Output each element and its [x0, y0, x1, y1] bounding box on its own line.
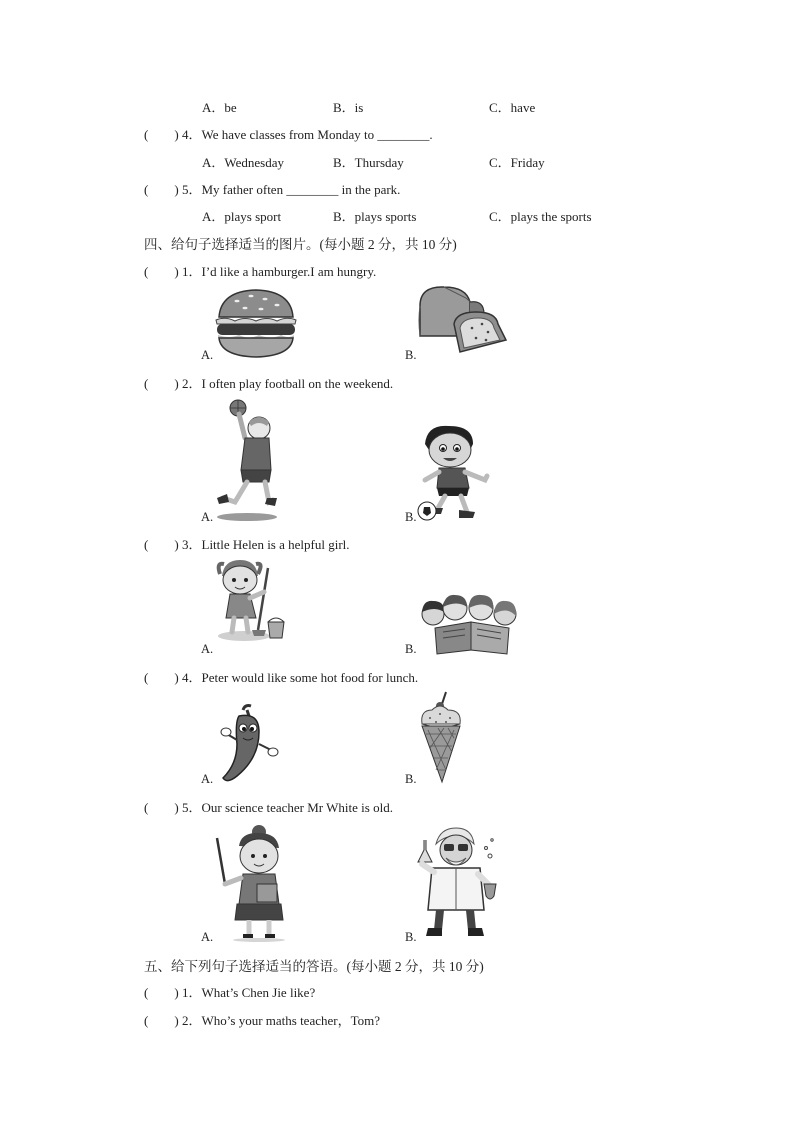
q5-option-b: B．plays sports — [333, 209, 417, 224]
woman-teacher-image[interactable] — [213, 824, 295, 942]
question-text: 4．Peter would like some hot food for lunch. — [182, 670, 419, 685]
question-text: 3．Little Helen is a helpful girl. — [182, 537, 350, 552]
option-a-label[interactable]: A. — [201, 510, 214, 524]
option-b-label[interactable]: B. — [405, 772, 417, 786]
option-a-label[interactable]: A. — [201, 772, 214, 786]
answer-paren[interactable]: ( ) — [144, 800, 179, 815]
q3-option-a: A．be — [202, 100, 237, 115]
option-a-label[interactable]: A. — [201, 930, 214, 944]
answer-paren[interactable]: ( ) — [144, 537, 179, 552]
question-text: 1．What’s Chen Jie like? — [182, 985, 316, 1000]
section-heading-4: 四、给句子选择适当的图片。(每小题 2 分，共 10 分) — [144, 237, 457, 252]
answer-paren[interactable]: ( ) — [144, 182, 179, 197]
ice-cream-image[interactable] — [416, 690, 466, 784]
basketball-player-image[interactable] — [207, 398, 287, 522]
q5-option-c: C．plays the sports — [489, 209, 592, 224]
option-b-label[interactable]: B. — [405, 642, 417, 656]
answer-paren[interactable]: ( ) — [144, 264, 179, 279]
option-a-label[interactable]: A. — [201, 348, 214, 362]
option-a-label[interactable]: A. — [201, 642, 214, 656]
section-heading-5: 五、给下列句子选择适当的答语。(每小题 2 分，共 10 分) — [144, 959, 484, 974]
q4-option-b: B．Thursday — [333, 155, 404, 170]
answer-paren[interactable]: ( ) — [144, 670, 179, 685]
option-b-label[interactable]: B. — [405, 510, 417, 524]
option-b-label[interactable]: B. — [405, 348, 417, 362]
question-text: 1．I’d like a hamburger.I am hungry. — [182, 264, 377, 279]
answer-paren[interactable]: ( ) — [144, 1013, 179, 1028]
answer-paren[interactable]: ( ) — [144, 127, 179, 142]
q4-option-a: A．Wednesday — [202, 155, 284, 170]
question-text: 2．Who’s your maths teacher，Tom? — [182, 1013, 381, 1028]
football-boy-image[interactable] — [415, 422, 501, 522]
question-text: 2．I often play football on the weekend. — [182, 376, 394, 391]
question-text: 5．Our science teacher Mr White is old. — [182, 800, 393, 815]
q3-option-b: B．is — [333, 100, 364, 115]
hamburger-image[interactable] — [215, 287, 297, 359]
kids-reading-image[interactable] — [415, 592, 525, 654]
q4-option-c: C．Friday — [489, 155, 545, 170]
old-scientist-image[interactable] — [410, 826, 500, 942]
q5-option-a: A．plays sport — [202, 209, 282, 224]
question-text: 4．We have classes from Monday to ________. — [182, 127, 433, 142]
q3-option-c: C．have — [489, 100, 536, 115]
girl-mopping-image[interactable] — [208, 558, 292, 642]
question-text: 5．My father often ________ in the park. — [182, 182, 401, 197]
answer-paren[interactable]: ( ) — [144, 985, 179, 1000]
bread-image[interactable] — [414, 284, 510, 360]
chili-pepper-image[interactable] — [215, 704, 281, 784]
answer-paren[interactable]: ( ) — [144, 376, 179, 391]
option-b-label[interactable]: B. — [405, 930, 417, 944]
